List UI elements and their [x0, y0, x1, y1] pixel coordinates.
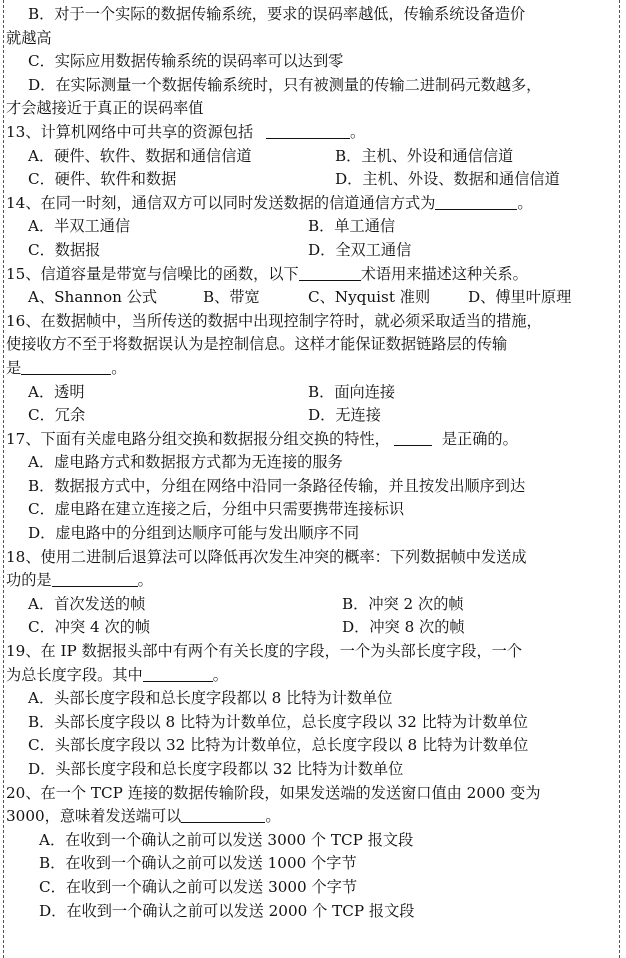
q14-option-d: D．全双工通信: [308, 240, 412, 259]
q16-answer-blank: [21, 359, 111, 375]
q18-stem-line-1: 18、使用二进制后退算法可以降低再次发生冲突的概率：下列数据帧中发送成: [6, 547, 527, 566]
q15-stem: [6, 263, 616, 287]
q15-option-a: A、Shannon 公式: [28, 288, 158, 307]
question-list: [6, 3, 616, 923]
q19-stem-tail: 。: [212, 665, 228, 684]
q16-option-b: B．面向连接: [308, 382, 396, 401]
q13-stem-text: 13、计算机网络中可共享的资源包括: [6, 122, 254, 141]
q16-option-a: A．透明: [28, 382, 85, 401]
q19-option-a: A．头部长度字段和总长度字段都以 8 比特为计数单位: [28, 689, 393, 708]
q20-stem-text: 3000，意味着发送端可以: [6, 807, 182, 826]
q14-stem: [6, 192, 616, 216]
q20-option-d: D．在收到一个确认之前可以发送 2000 个 TCP 报文段: [39, 901, 415, 920]
q13-stem: [6, 121, 616, 145]
q15-options-row: [6, 286, 616, 310]
q18-answer-blank: [52, 571, 138, 587]
q19-option-b: B．头部长度字段以 8 比特为计数单位，总长度字段以 32 比特为计数单位: [28, 712, 528, 731]
q16-stem-tail: 。: [111, 358, 127, 377]
q20-option-c: C．在收到一个确认之前可以发送 3000 个字节: [39, 877, 358, 896]
q19-stem-text: 为总长度字段。其中: [6, 665, 143, 684]
q13-option-a: A．硬件、软件、数据和通信信道: [28, 146, 252, 165]
q15-stem-tail: 术语用来描述这种关系。: [360, 264, 528, 283]
q14-option-c: C．数据报: [28, 240, 101, 259]
q17-stem-text: 17、下面有关虚电路分组交换和数据报分组交换的特性，: [6, 429, 390, 448]
q19-option-c: C．头部长度字段以 32 比特为计数单位，总长度字段以 8 比特为计数单位: [28, 736, 529, 755]
q17-option-b: B．数据报方式中，分组在网络中沿同一条路径传输，并且按发出顺序到达: [28, 476, 526, 495]
q13-options-row-1: [6, 145, 616, 169]
q19-option-d: D．头部长度字段和总长度字段都以 32 比特为计数单位: [28, 760, 404, 778]
q15-answer-blank: [299, 265, 361, 281]
q14-options-row-2: [6, 239, 616, 263]
q16-stem-text: 是: [6, 358, 22, 377]
q15-stem-text: 15、信道容量是带宽与信噪比的函数，以下: [6, 264, 299, 283]
q17-stem: [6, 428, 616, 452]
q16-stem-line-3: [6, 357, 616, 381]
q12-option-c: C．实际应用数据传输系统的误码率可以达到零: [28, 52, 344, 71]
q13-stem-tail: 。: [349, 122, 366, 141]
q17-option-a: A．虚电路方式和数据报方式都为无连接的服务: [28, 453, 343, 472]
q20-option-a: A．在收到一个确认之前可以发送 3000 个 TCP 报文段: [39, 830, 414, 849]
q14-option-b: B．单工通信: [308, 217, 396, 236]
q12-option-d: D．在实际测量一个数据传输系统时，只有被测量的传输二进制码元数越多，: [28, 75, 542, 94]
q12-option-b: B．对于一个实际的数据传输系统，要求的误码率越低，传输系统设备造价: [28, 5, 526, 23]
q13-option-d: D．主机、外设、数据和通信信道: [335, 170, 560, 189]
q14-stem-text: 14、在同一时刻，通信双方可以同时发送数据的信道通信方式为: [6, 193, 436, 212]
q16-options-row-1: [6, 381, 616, 405]
q20-stem-line-1: 20、在一个 TCP 连接的数据传输阶段，如果发送端的发送窗口值由 2000 变为: [6, 783, 541, 802]
q20-stem-line-2: [6, 805, 616, 829]
q13-options-row-2: [6, 168, 616, 192]
q14-option-a: A．半双工通信: [28, 217, 131, 236]
q15-option-c: C、Nyquist 准则: [308, 288, 431, 307]
q12-option-b-cont: 就越高: [6, 28, 52, 47]
q17-option-d: D．虚电路中的分组到达顺序可能与发出顺序不同: [28, 524, 360, 543]
q12-option-d-cont: 才会越接近于真正的误码率值: [6, 99, 204, 118]
q17-stem-tail: 是正确的。: [441, 429, 518, 448]
q13-option-b: B．主机、外设和通信信道: [335, 146, 514, 165]
q20-stem-tail: 。: [265, 807, 281, 826]
q16-option-c: C．冗余: [28, 406, 86, 425]
q16-stem-line-1: 16、在数据帧中，当所传送的数据中出现控制字符时，就必须采取适当的措施，: [6, 311, 542, 330]
q17-answer-blank: [394, 430, 432, 446]
q18-stem-text: 功的是: [6, 571, 52, 590]
q17-option-c: C．虚电路在建立连接之后，分组中只需要携带连接标识: [28, 500, 405, 519]
q19-stem-line-1: 19、在 IP 数据报头部中有两个有关长度的字段，一个为头部长度字段，一个: [6, 642, 523, 661]
q14-answer-blank: [435, 194, 517, 210]
q18-stem-line-2: [6, 569, 616, 593]
left-dashed-border: [3, 0, 4, 958]
q14-options-row-1: [6, 215, 616, 239]
q18-option-b: B．冲突 2 次的帧: [342, 594, 464, 613]
q19-answer-blank: [143, 666, 213, 682]
q15-option-b: B、带宽: [203, 288, 260, 307]
q18-option-c: C．冲突 4 次的帧: [28, 618, 151, 637]
q20-answer-blank: [181, 807, 265, 823]
q16-options-row-2: [6, 404, 616, 428]
q13-option-c: C．硬件、软件和数据: [28, 170, 177, 189]
q18-options-row-2: [6, 616, 616, 640]
q18-options-row-1: [6, 593, 616, 617]
q18-stem-tail: 。: [137, 571, 153, 590]
q15-option-d: D、傅里叶原理: [468, 288, 572, 307]
q20-option-b: B．在收到一个确认之前可以发送 1000 个字节: [39, 854, 357, 873]
q18-option-a: A．首次发送的帧: [28, 594, 146, 613]
q16-option-d: D．无连接: [308, 406, 381, 425]
q14-stem-tail: 。: [517, 193, 533, 212]
q13-answer-blank: [266, 123, 350, 139]
right-dashed-border: [619, 0, 620, 958]
q19-stem-line-2: [6, 664, 616, 688]
q16-stem-line-2: 使接收方不至于将数据误认为是控制信息。这样才能保证数据链路层的传输: [6, 335, 508, 354]
q18-option-d: D．冲突 8 次的帧: [342, 618, 465, 637]
